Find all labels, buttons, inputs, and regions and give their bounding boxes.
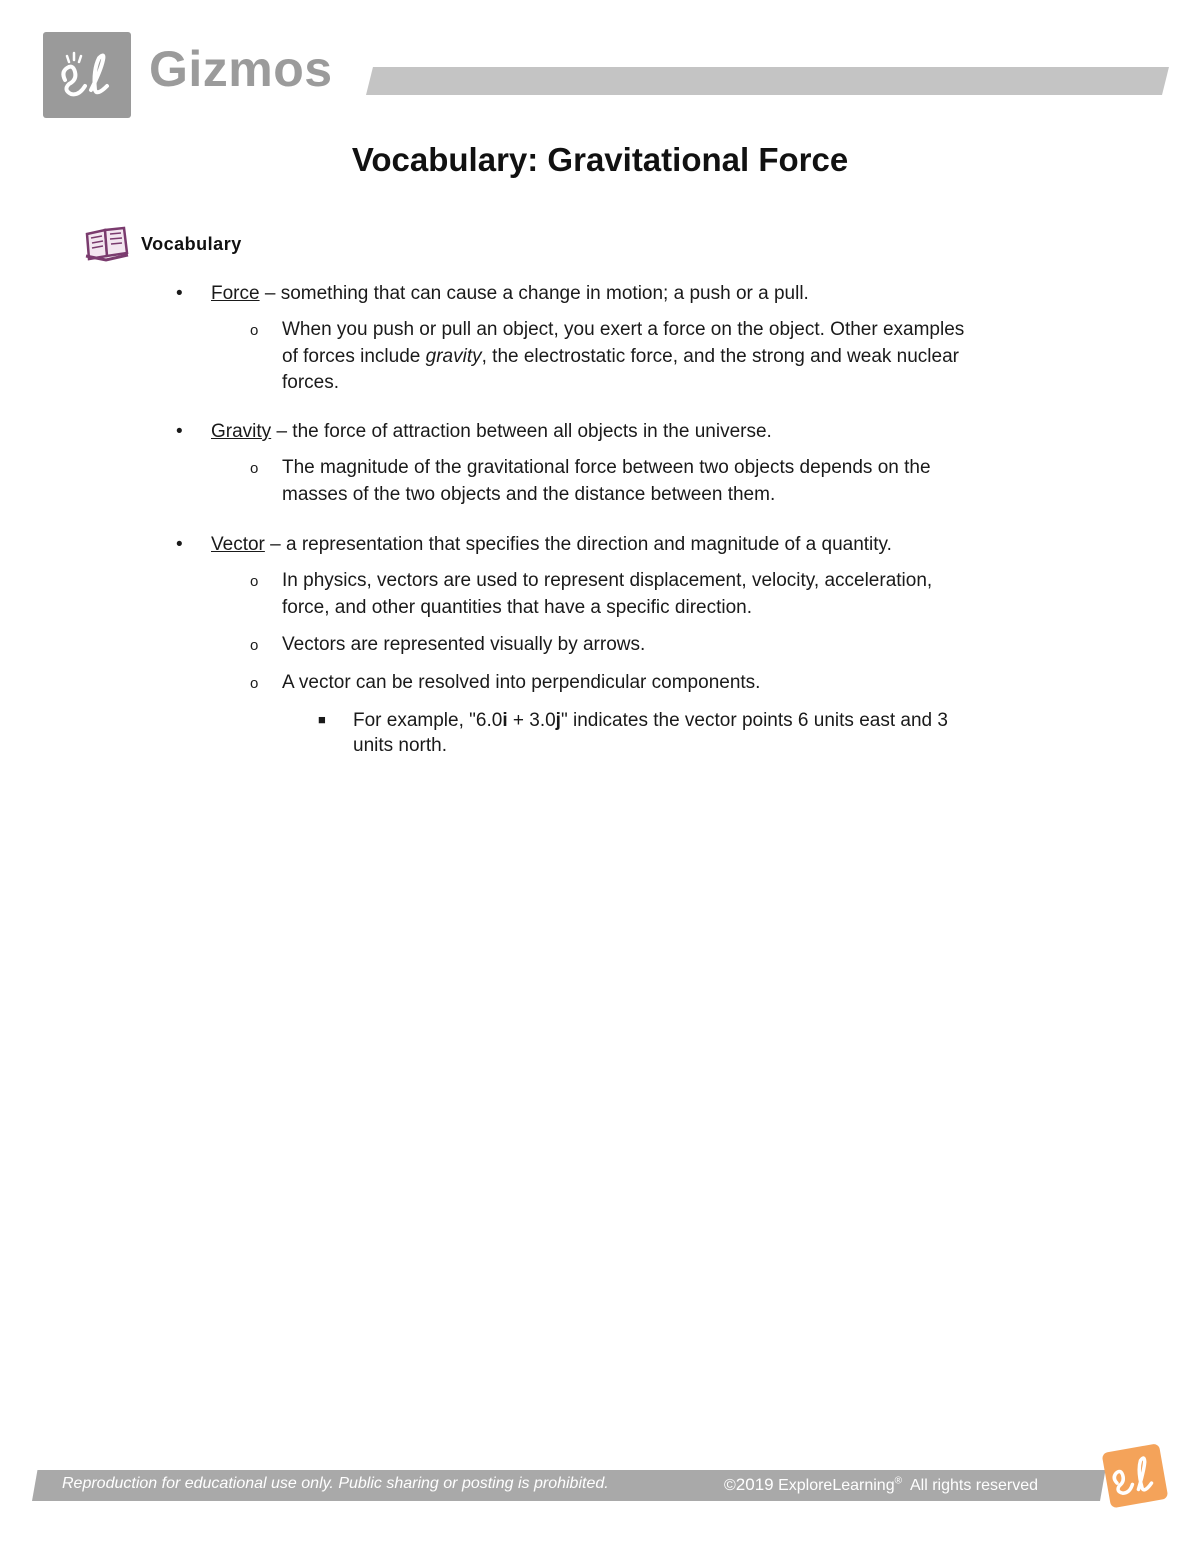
sub-item-text: forces. [282, 372, 340, 393]
corner-logo [1098, 1440, 1170, 1517]
bullet-icon: • [176, 534, 183, 555]
emphasis-gravity: gravity [425, 346, 482, 367]
sub-item-text: force, and other quantities that have a specific direction. [282, 597, 752, 618]
el-logo-icon [57, 50, 117, 102]
list-item-force [211, 281, 809, 307]
example-text: For example, "6.0i + 3.0j" indicates the vector points 6 units east and 3 [353, 710, 948, 731]
definition-gravity: – the force of attraction between all objects in the universe. [271, 421, 772, 442]
sub-bullet-icon: o [250, 322, 259, 339]
list-item-vector [211, 532, 892, 558]
sub-bullet-icon: o [250, 637, 259, 654]
bullet-icon: • [176, 283, 183, 304]
header-bar [366, 67, 1169, 95]
page-title: Vocabulary: Gravitational Force [351, 141, 849, 178]
sub-item-text: A vector can be resolved into perpendicular components. [282, 672, 761, 693]
sub-bullet-icon: o [250, 675, 259, 692]
section-label: Vocabulary [141, 234, 242, 254]
sub-bullet-icon: o [250, 573, 259, 590]
term-gravity: Gravity [211, 421, 272, 442]
bullet-icon: • [176, 421, 183, 442]
gizmos-logo [43, 32, 131, 118]
footer-copyright: ©2019 ExploreLearning® All rights reserved [724, 1475, 1039, 1494]
sub-item-text: of forces include gravity, the electrostatic force, and the strong and weak nuclear [282, 346, 959, 367]
definition-force: – something that can cause a change in motion; a push or a pull. [259, 283, 809, 304]
example-text: units north. [353, 735, 447, 756]
square-bullet-icon: ■ [318, 712, 326, 727]
term-vector: Vector [211, 534, 265, 555]
footer-notice: Reproduction for educational use only. Public sharing or posting is prohibited. [62, 1475, 609, 1492]
sub-item-text: Vectors are represented visually by arrows. [282, 634, 646, 655]
sub-item-text: In physics, vectors are used to represent displacement, velocity, acceleration, [282, 570, 933, 591]
el-logo-icon [1098, 1440, 1170, 1512]
sub-item-text: masses of the two objects and the distance between them. [282, 484, 776, 505]
term-force: Force [211, 283, 260, 304]
list-item-gravity [211, 419, 772, 445]
definition-vector: – a representation that specifies the direction and magnitude of a quantity. [264, 534, 892, 555]
brand-name: Gizmos [149, 41, 333, 97]
sub-item-text: When you push or pull an object, you exert a force on the object. Other examples [282, 319, 965, 340]
sub-bullet-icon: o [250, 460, 259, 477]
book-icon [84, 226, 130, 262]
sub-item-text: The magnitude of the gravitational force between two objects depends on the [282, 457, 931, 478]
